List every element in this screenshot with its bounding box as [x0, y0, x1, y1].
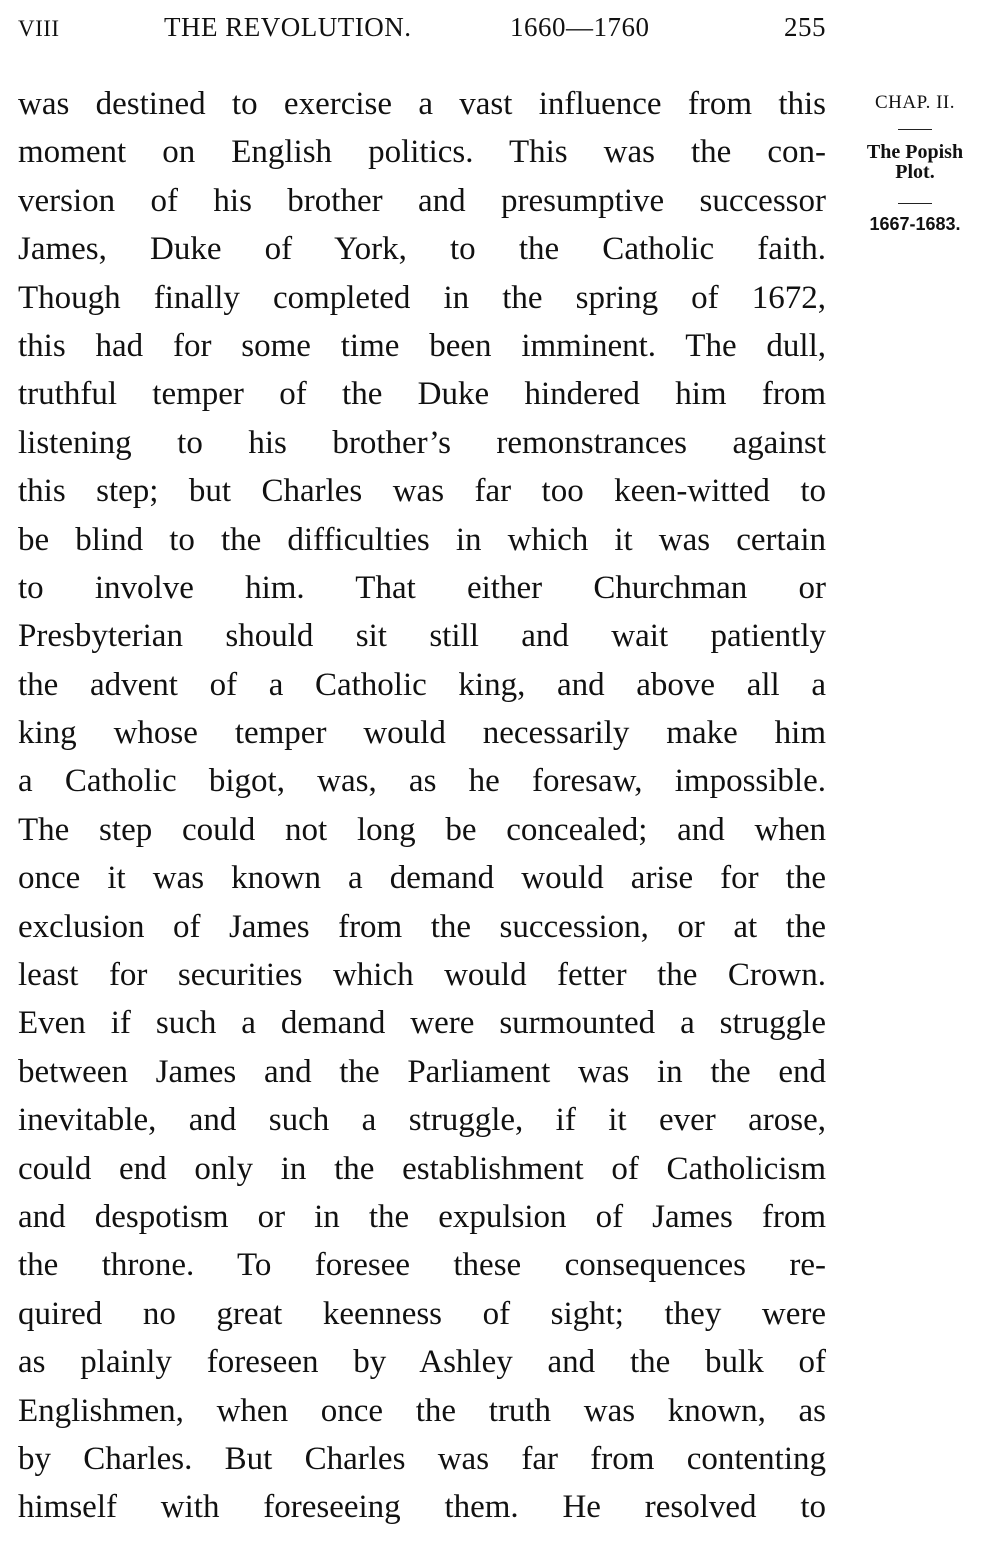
- running-head-chapter: VIII: [18, 16, 60, 41]
- text-line: moment on English politics. This was the con-: [18, 134, 826, 171]
- text-line: as plainly foreseen by Ashley and the bulk of: [18, 1344, 826, 1381]
- text-line: listening to his brother’s remonstrances against: [18, 424, 826, 461]
- text-line: Presbyterian should sit still and wait patiently: [18, 618, 826, 655]
- text-line: Even if such a demand were surmounted a struggle: [18, 1005, 826, 1042]
- text-line: Englishmen, when once the truth was known, as: [18, 1392, 826, 1429]
- text-line: a Catholic bigot, was, as he foresaw, impossible.: [18, 763, 826, 800]
- running-head-dates: 1660—1760: [510, 12, 650, 42]
- sidenote-chapter: CHAP. II.: [875, 92, 955, 113]
- text-line: version of his brother and presumptive successor: [18, 182, 826, 219]
- sidenote-rule: [898, 129, 932, 130]
- running-head-title: THE REVOLUTION.: [164, 12, 412, 42]
- text-line: this step; but Charles was far too keen-witted to: [18, 473, 826, 510]
- text-line: inevitable, and such a struggle, if it ever arose,: [18, 1102, 826, 1139]
- sidenote-topic-line1: The Popish: [866, 141, 964, 163]
- text-line: James, Duke of York, to the Catholic faith.: [18, 231, 826, 268]
- text-line: was destined to exercise a vast influence from this: [18, 86, 826, 122]
- text-line: The step could not long be concealed; and when: [18, 811, 826, 848]
- text-line: the advent of a Catholic king, and above all a: [18, 666, 826, 703]
- text-line: quired no great keenness of sight; they were: [18, 1295, 826, 1332]
- sidenote-topic-line2: Plot.: [895, 161, 935, 183]
- text-line: himself with foreseeing them. He resolved to: [18, 1489, 826, 1526]
- text-line: be blind to the difficulties in which it was certain: [18, 521, 826, 558]
- text-line: the throne. To foresee these consequences re-: [18, 1247, 826, 1284]
- text-line: between James and the Parliament was in the end: [18, 1053, 826, 1090]
- sidenote-topic: [840, 142, 990, 182]
- text-line: could end only in the establishment of Catholicism: [18, 1150, 826, 1187]
- page-number: 255: [784, 12, 826, 42]
- text-line: truthful temper of the Duke hindered him from: [18, 376, 826, 413]
- text-line: exclusion of James from the succession, or at the: [18, 908, 826, 945]
- sidenote-rule: [898, 203, 932, 204]
- text-line: by Charles. But Charles was far from contenting: [18, 1440, 826, 1477]
- text-line: Though finally completed in the spring of 1672,: [18, 279, 826, 316]
- text-line: once it was known a demand would arise for the: [18, 860, 826, 897]
- text-line: king whose temper would necessarily make him: [18, 715, 826, 752]
- text-line: this had for some time been imminent. The dull,: [18, 327, 826, 364]
- sidenote-dates: 1667-1683.: [869, 214, 961, 234]
- text-line: and despotism or in the expulsion of James from: [18, 1198, 826, 1235]
- text-line: to involve him. That either Churchman or: [18, 569, 826, 606]
- running-head: [18, 12, 826, 48]
- text-line: least for securities which would fetter the Crown.: [18, 957, 826, 994]
- body-text: [18, 80, 826, 1532]
